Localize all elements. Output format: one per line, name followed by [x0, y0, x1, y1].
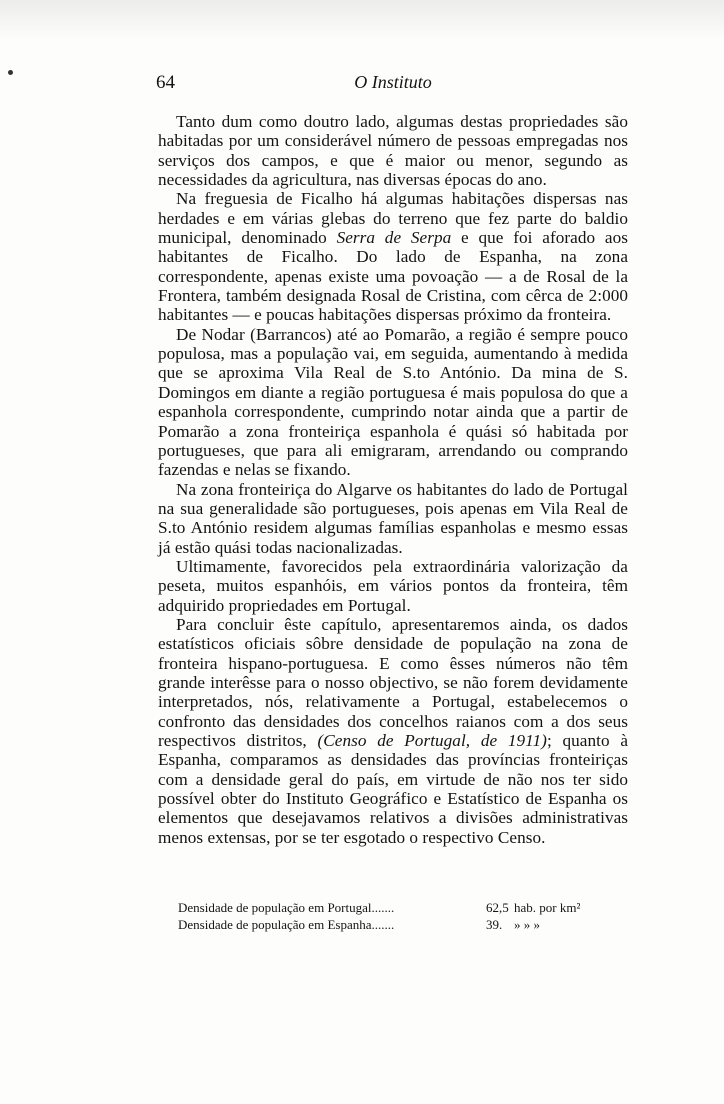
paragraph-2-italic: Serra de Serpa [336, 228, 452, 248]
density-value: 62,5 [486, 900, 509, 915]
page-number: 64 [156, 72, 175, 93]
density-table [178, 899, 628, 933]
paragraph-6-text-a: Para concluir êste capítulo, apresentaremos ainda, os dados estatísticos oficiais sôbre densidade de população na zona de fronteira hispano-portuguesa. E como êsses números não têm grande interêsse para o nosso objectivo, se não forem devidamente interpretados, nós, relativamente a Portugal, estabelecemos o confronto das densidades dos concelhos raianos com a dos seus respectivos distritos, [158, 614, 628, 750]
paragraph-5: Ultimamente, favorecidos pela extraordinária valorização da peseta, muitos espanhóis, em vários pontos da fronteira, têm adquirido propriedades em Portugal. [158, 556, 628, 615]
paragraph-4: Na zona fronteiriça do Algarve os habitantes do lado de Portugal na sua generalidade são portugueses, pois apenas em Vila Real de S.to António residem algumas famílias espanholas e mesmo essas já estão quási todas nacionalizadas. [158, 479, 628, 557]
paragraph-2-text-b: e que foi aforado aos habitantes de Ficalho. Do lado de Espanha, na zona correspondente, apenas existe uma povoação — a de Rosal de la Frontera, também designada Rosal de Cristina, com cêrca de 2:000 habitantes — e poucas habitações dispersas próximo da fronteira. [158, 228, 628, 325]
page-header [156, 72, 630, 96]
density-value: 39. [486, 917, 503, 932]
density-row-espanha [178, 916, 628, 933]
paragraph-1: Tanto dum como doutro lado, algumas destas propriedades são habitadas por um considerável número de pessoas empregadas nos serviços dos campos, e que é maior ou menor, segundo as necessidades da agricultura, nas diversas épocas do ano. [158, 112, 628, 190]
density-unit: hab. por km² [514, 900, 581, 915]
density-row-portugal [178, 899, 628, 916]
body-text [158, 112, 628, 847]
density-label: Densidade de população em Espanha....... [178, 917, 395, 932]
paragraph-6-text-b: ; quanto à Espanha, comparamos as densidades das províncias fronteiriças com a densidade geral do país, em virtude de não nos ter sido possível obter do Instituto Geográfico e Estatístico de Espanha os elementos que desejavamos relativos a divisões administrativas menos extensas, por se ter esgotado o respectivo Censo. [158, 731, 628, 847]
density-label: Densidade de população em Portugal....... [178, 900, 395, 915]
running-title: O Instituto [354, 72, 432, 92]
paragraph-3: De Nodar (Barrancos) até ao Pomarão, a região é sempre pouco populosa, mas a população vai, em seguida, aumentando à medida que se aproxima Vila Real de S.to António. Da mina de S. Domingos em diante a região portuguesa é mais populosa do que a espanhola correspondente, cumprindo notar ainda que a partir de Pomarão a zona fronteiriça espanhola é quási só habitada por portugueses, que para ali emigraram, arrendando ou comprando fazendas e nelas se fixando. [158, 324, 628, 480]
paragraph-6-italic: (Censo de Portugal, de 1911) [317, 731, 547, 750]
paragraph-2 [158, 189, 628, 324]
margin-mark [8, 70, 13, 75]
page-edge-shadow [0, 0, 724, 40]
paragraph-2-text-a: Na freguesia de Ficalho há algumas habitações dispersas nas herdades e em várias glebas do terreno que fez parte do baldio municipal, denominado [158, 189, 628, 248]
density-unit: » » » [514, 917, 540, 932]
paragraph-6 [158, 615, 628, 847]
